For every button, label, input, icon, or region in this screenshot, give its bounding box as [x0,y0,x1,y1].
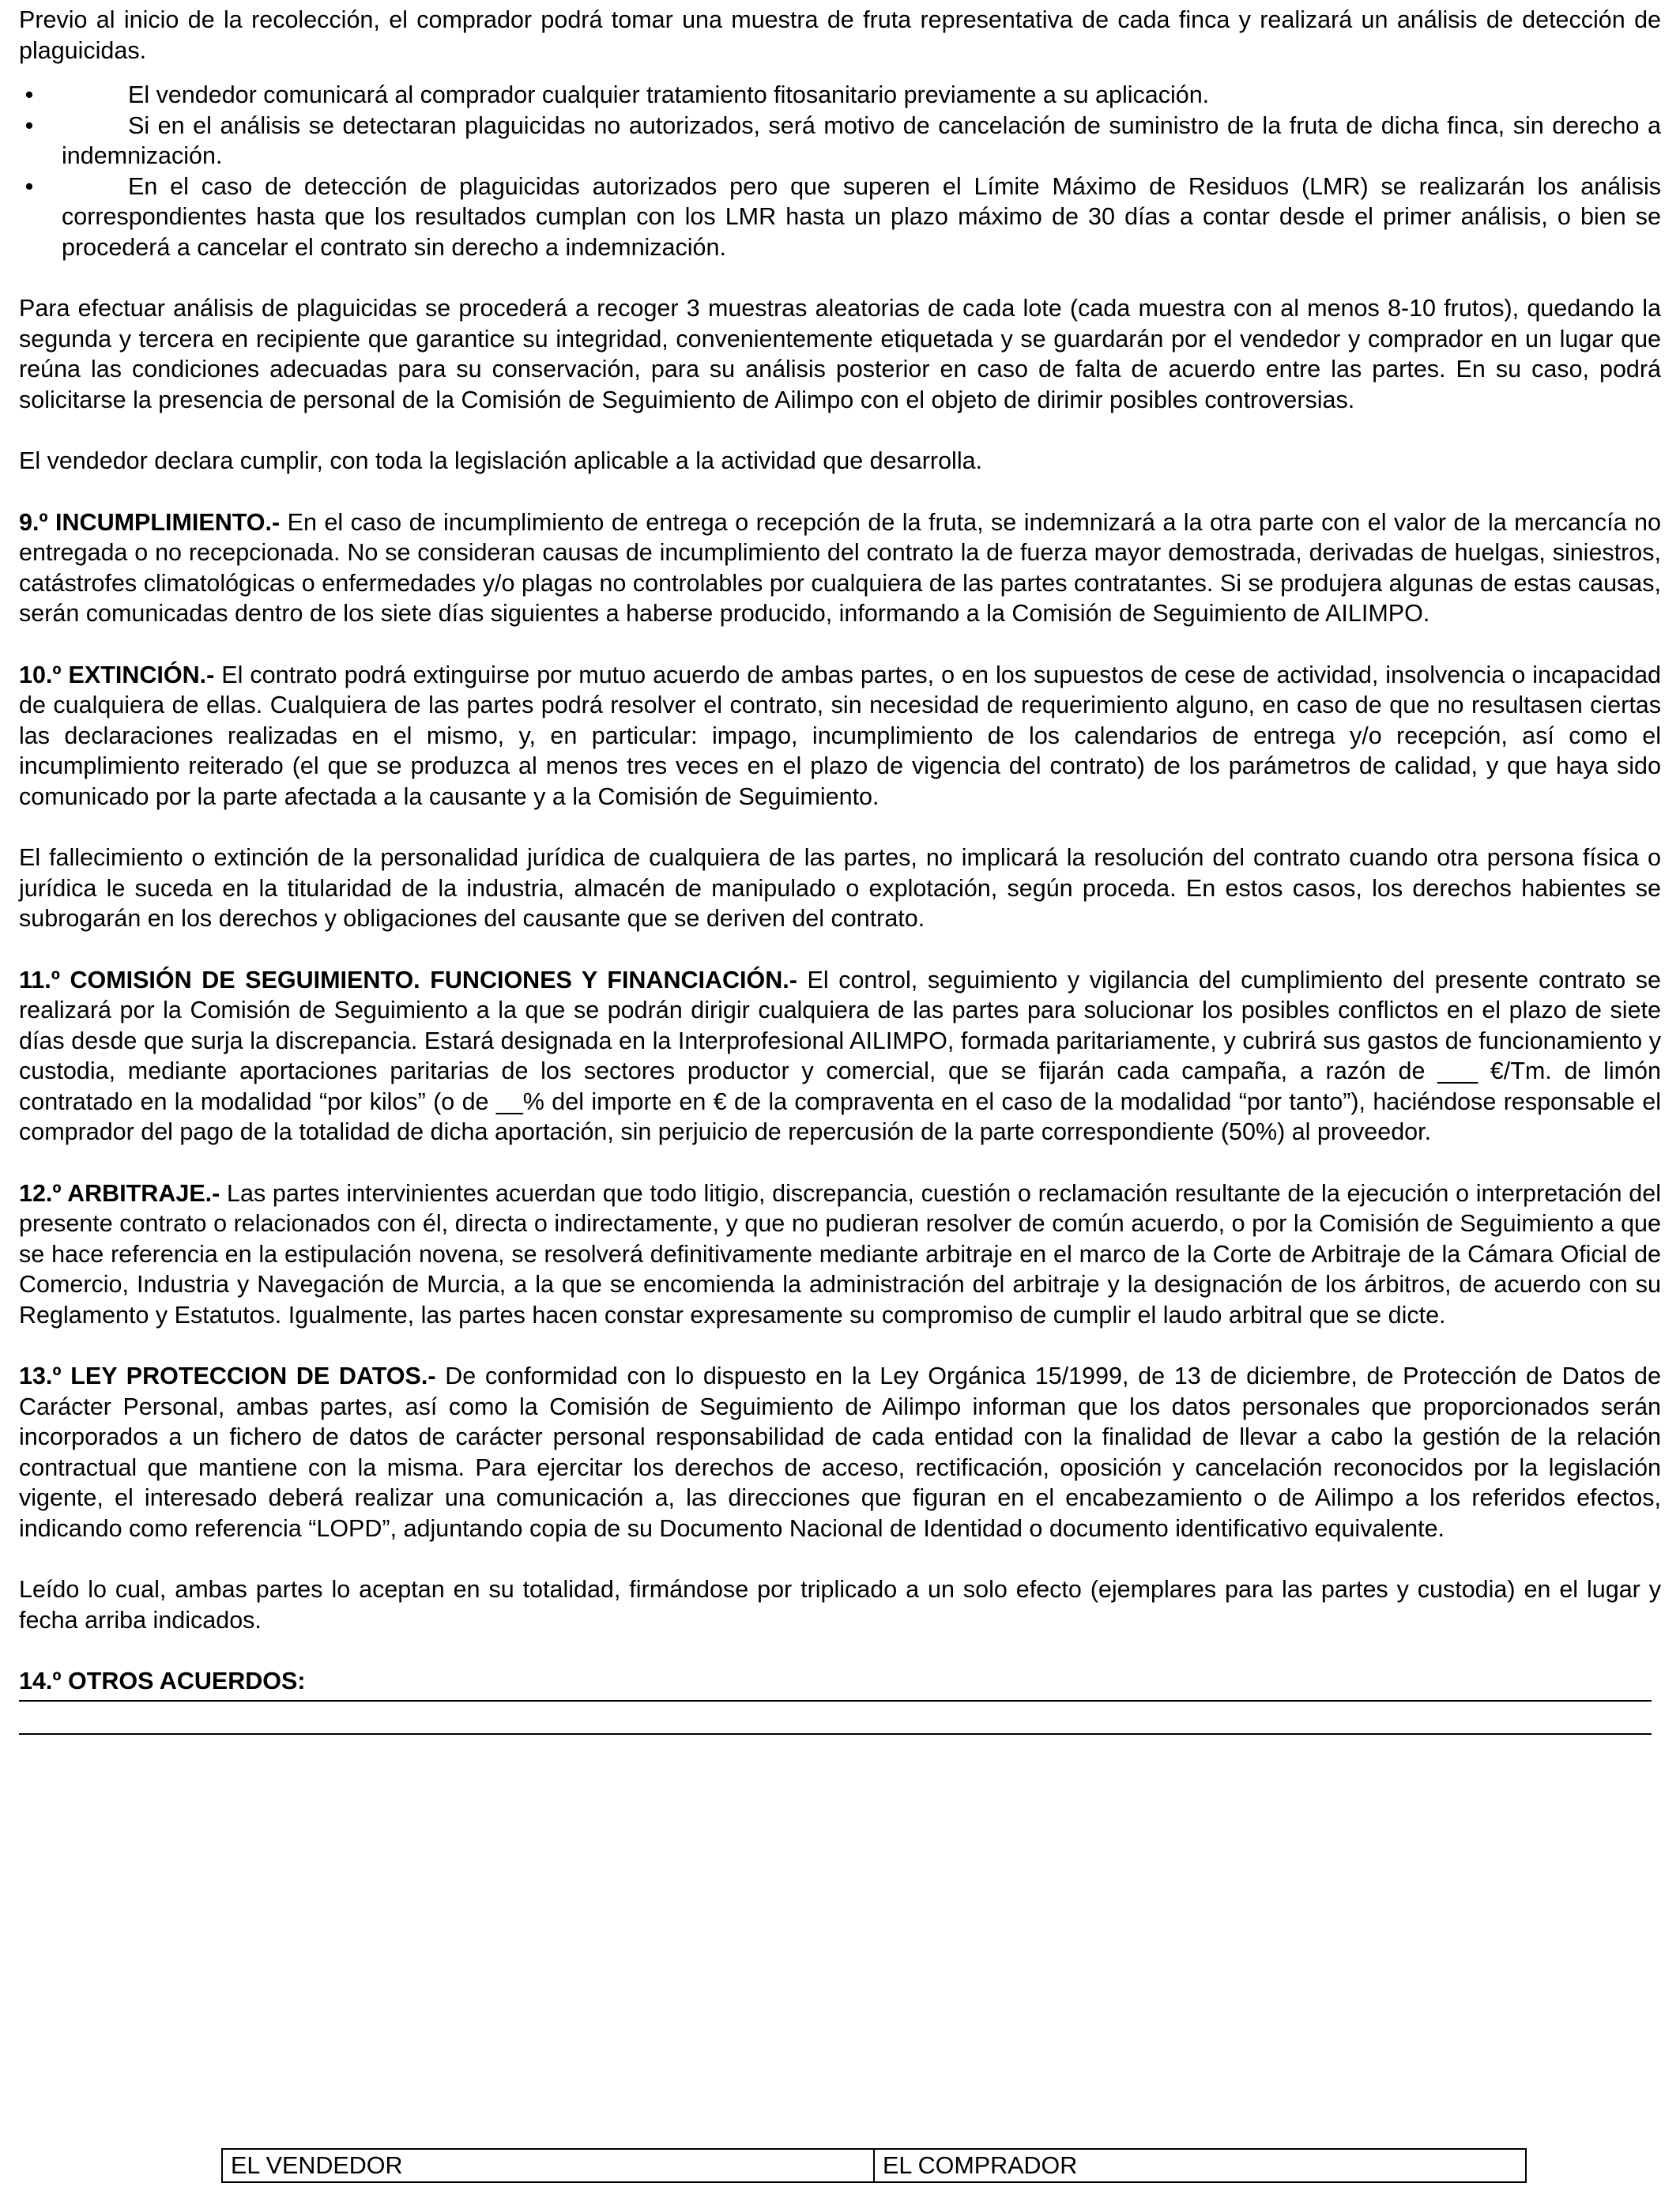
section-14 [19,1666,1661,1697]
section-heading: 10.º EXTINCIÓN.- [19,661,215,688]
pesticide-rules-list [19,80,1661,262]
seller-signature-cell[interactable]: EL VENDEDOR [222,2149,874,2182]
section-body: De conformidad con lo dispuesto en la Ley Orgánica 15/1999, de 13 de diciembre, de Protección de Datos de Carácter Personal, ambas partes, así como la Comisión de Seguimiento de Ailimpo informan que los datos personales que proporcionados serán incorporados a un fichero de datos de carácter personal responsabilidad de cada entidad con la finalidad de llevar a cabo la gestión de la relación contractual que mantiene con la misma. Para ejercitar los derechos de acceso, rectificación, oposición y cancelación reconocidos por la legislación vigente, el interesado deberá realizar una comunicación a, las direcciones que figuran en el encabezamiento o de Ailimpo a los referidos efectos, indicando como referencia “LOPD”, adjuntando copia de su Documento Nacional de Identidad o documento identificativo equivalente. [19,1363,1661,1542]
section-9 [19,507,1661,629]
list-item: • Si en el análisis se detectaran plaguicidas no autorizados, será motivo de cancelación de suministro de la fruta de dicha finca, sin derecho a indemnización. [19,111,1661,172]
section-heading: 12.º ARBITRAJE.- [19,1179,220,1207]
section-body: El control, seguimiento y vigilancia del cumplimiento del presente contrato se realizará por la Comisión de Seguimiento a la que se podrán dirigir cualquiera de las partes para solucionar los posibles conflictos en el plazo de siete días desde que surja la discrepancia. Estará designada en la Interprofesional AILIMPO, formada paritariamente, y cubrirá sus gastos de funcionamiento y custodia, mediante aportaciones paritarias de los sectores productor y comercial, que se fijarán cada campaña, a razón de ___ €/Tm. de limón contratado en la modalidad “por kilos” (o de __% del importe en € de la compraventa en el caso de la modalidad “por tanto”), haciéndose responsable el comprador del pago de la totalidad de dicha aportación, sin perjuicio de repercusión de la parte correspondiente (50%) al proveedor. [19,966,1661,1145]
contract-page [19,5,1661,1735]
blank-line[interactable] [19,1733,1652,1735]
signature-table [221,2148,1527,2183]
signature-statement: Leído lo cual, ambas partes lo aceptan en su totalidad, firmándose por triplicado a un solo efecto (ejemplares para las partes y custodia) en el lugar y fecha arriba indicados. [19,1576,1661,1634]
section-13 [19,1361,1661,1544]
list-item: • El vendedor comunicará al comprador cualquier tratamiento fitosanitario previamente a su aplicación. [19,80,1661,111]
section-body: En el caso de incumplimiento de entrega o recepción de la fruta, se indemnizará a la otra parte con el valor de la mercancía no entregada o no recepcionada. No se consideran causas de incumplimiento del contrato la de fuerza mayor demostrada, derivadas de huelgas, siniestros, catástrofes climatológicas o enfermedades y/o plagas no controlables por cualquiera de las partes contratantes. Si se produjera algunas de estas causas, serán comunicadas dentro de los siete días siguientes a haberse producido, informando a la Comisión de Seguimiento de AILIMPO. [19,508,1661,627]
section-heading: 14.º OTROS ACUERDOS: [19,1668,306,1695]
intro-paragraph: Previo al inicio de la recolección, el comprador podrá tomar una muestra de fruta representativa de cada finca y realizará un análisis de detección de plaguicidas. [19,6,1661,64]
buyer-signature-cell[interactable]: EL COMPRADOR [874,2149,1526,2182]
bullet-icon: • [24,172,34,200]
section-11 [19,965,1661,1148]
table-row [222,2149,1526,2182]
section-12 [19,1178,1661,1331]
list-item: • En el caso de detección de plaguicidas autorizados pero que superen el Límite Máximo de Residuos (LMR) se realizarán los análisis correspondientes hasta que los resultados cumplan con los LMR hasta un plazo máximo de 30 días a contar desde el primer análisis, o bien se procederá a cancelar el contrato sin derecho a indemnización. [19,172,1661,263]
legislation-paragraph: El vendedor declara cumplir, con toda la legislación aplicable a la actividad que desarrolla. [19,447,983,474]
section-heading: 11.º COMISIÓN DE SEGUIMIENTO. FUNCIONES Y FINANCIACIÓN.- [19,966,797,993]
samples-paragraph: Para efectuar análisis de plaguicidas se procederá a recoger 3 muestras aleatorias de cada lote (cada muestra con al menos 8-10 frutos), quedando la segunda y tercera en recipiente que garantice su integridad, convenientemente etiquetada y se guardarán por el vendedor y comprador en un lugar que reúna las condiciones adecuadas para su conservación, para su análisis posterior en caso de falta de acuerdo entre las partes. En su caso, podrá solicitarse la presencia de personal de la Comisión de Seguimiento de Ailimpo con el objeto de dirimir posibles controversias. [19,295,1661,413]
bullet-icon: • [24,111,34,139]
section-heading: 9.º INCUMPLIMIENTO.- [19,508,281,536]
section-body: El contrato podrá extinguirse por mutuo acuerdo de ambas partes, o en los supuestos de cese de actividad, insolvencia o incapacidad de cualquiera de ellas. Cualquiera de las partes podrá resolver el contrato, sin necesidad de requerimiento alguno, en caso de que no resultasen ciertas las declaraciones realizadas en el mismo, y, en particular: impago, incumplimiento de los calendarios de entrega y/o recepción, así como el incumplimiento reiterado (el que se produzca al menos tres veces en el plazo de vigencia del contrato) de los parámetros de calidad, y que haya sido comunicado por la parte afectada a la causante y a la Comisión de Seguimiento. [19,661,1661,810]
section-10 [19,660,1661,812]
bullet-icon: • [24,81,34,108]
section-heading: 13.º LEY PROTECCION DE DATOS.- [19,1363,436,1389]
section-body: Las partes intervinientes acuerdan que todo litigio, discrepancia, cuestión o reclamación resultante de la ejecución o interpretación del presente contrato o relacionados con él, directa o indirectamente, y que no pudieran resolver de común acuerdo, o por la Comisión de Seguimiento a que se hace referencia en la estipulación novena, se resolverá definitivamente mediante arbitraje en el marco de la Corte de Arbitraje de la Cámara Oficial de Comercio, Industria y Navegación de Murcia, a la que se encomienda la administración del arbitraje y la designación de los árbitros, de acuerdo con su Reglamento y Estatutos. Igualmente, las partes hacen constar expresamente su compromiso de cumplir el laudo arbitral que se dicte. [19,1179,1662,1329]
section-10-paragraph-2: El fallecimiento o extinción de la personalidad jurídica de cualquiera de las partes, no implicará la resolución del contrato cuando otra persona física o jurídica le suceda en la titularidad de la industria, almacén de manipulado o explotación, según proceda. En estos casos, los derechos habientes se subrogarán en los derechos y obligaciones del causante que se deriven del contrato. [19,844,1661,932]
